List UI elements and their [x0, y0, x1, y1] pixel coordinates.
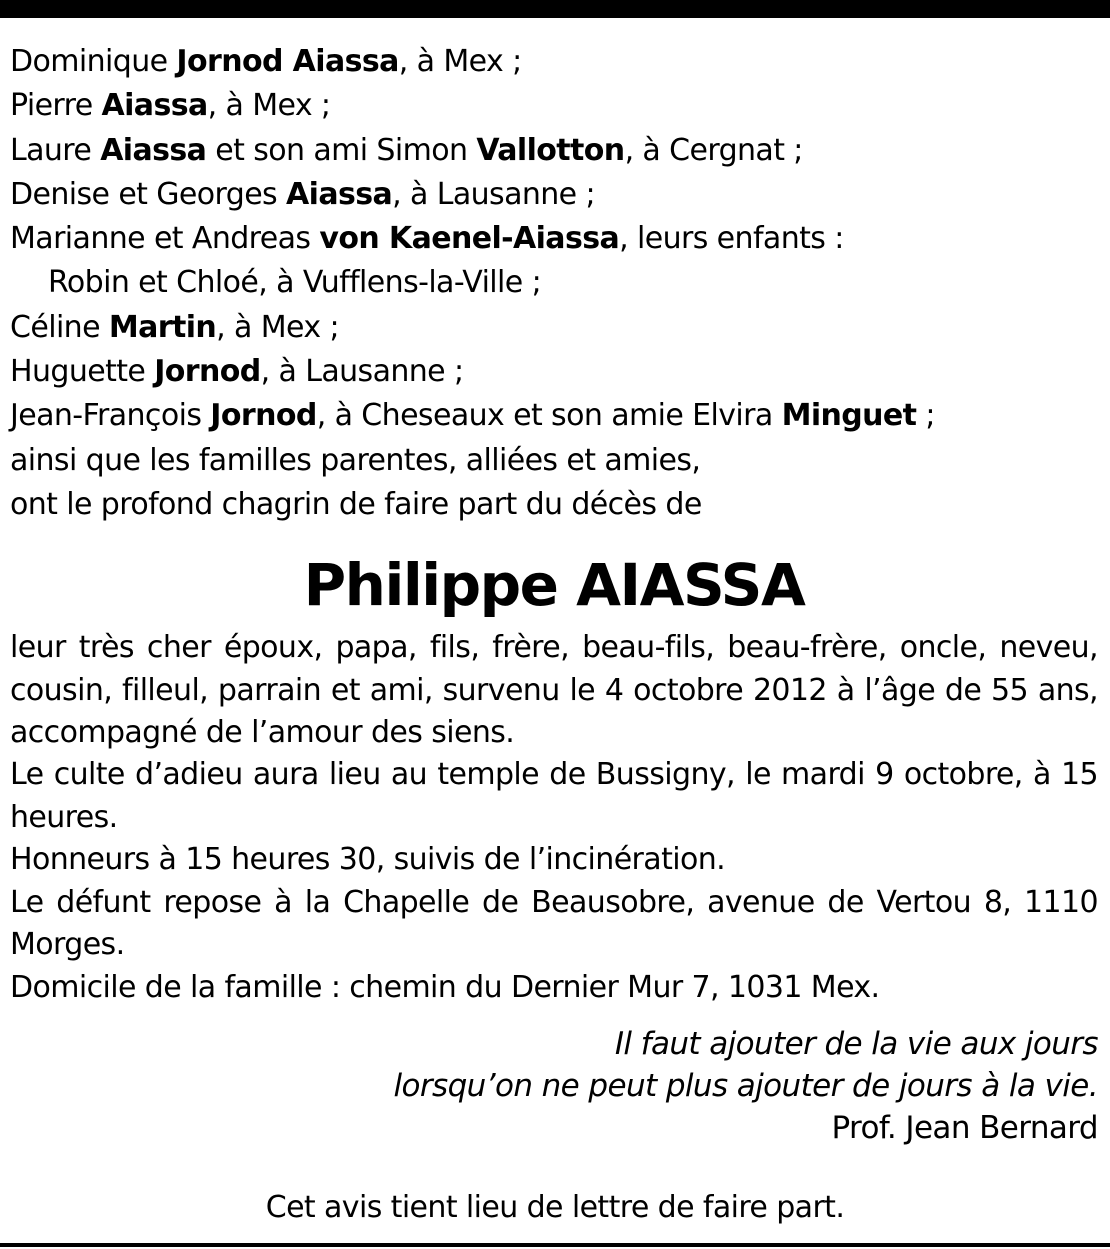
- family-surname: Aiassa: [101, 88, 208, 124]
- obituary-notice: [10, 40, 1098, 1149]
- epitaph-quote: [10, 1023, 1098, 1149]
- paragraph-repose: Le défunt repose à la Chapelle de Beausobre, avenue de Vertou 8, 1110 Morges.: [10, 884, 1098, 963]
- paragraph-description: leur très cher époux, papa, fils, frère, beau-fils, beau-frère, oncle, neveu, cousin, filleul, parrain et ami, survenu le 4 octobre 2012 à l’âge de 55 ans, accompagné de l’amour des siens.: [10, 630, 1098, 751]
- family-surname: Minguet: [781, 398, 917, 434]
- paragraph-service: Le culte d’adieu aura lieu au temple de Bussigny, le mardi 9 octobre, à 15 heures.: [10, 757, 1098, 835]
- family-surname: Aiassa: [286, 176, 393, 212]
- quote-line-2: lorsqu’on ne peut plus ajouter de jours à la vie.: [393, 1067, 1098, 1104]
- family-surname: Martin: [108, 309, 217, 345]
- paragraph-domicile: Domicile de la famille : chemin du Dernier Mur 7, 1031 Mex.: [10, 969, 880, 1005]
- family-surname: Jornod: [210, 398, 317, 434]
- family-line-huguette: Huguette Jornod, à Lausanne ;: [10, 354, 464, 390]
- family-line-celine: Céline Martin, à Mex ;: [10, 309, 339, 345]
- quote-author: Prof. Jean Bernard: [831, 1109, 1098, 1146]
- family-surname: Aiassa: [100, 132, 207, 168]
- family-surname: Jornod Aiassa: [176, 44, 399, 79]
- family-line-relatives: ainsi que les familles parentes, alliées et amies,: [10, 442, 701, 478]
- family-surname: von Kaenel-Aiassa: [319, 221, 620, 257]
- top-rule: [0, 0, 1110, 18]
- family-line-denise-georges: Denise et Georges Aiassa, à Lausanne ;: [10, 176, 595, 212]
- family-line-marianne-andreas: Marianne et Andreas von Kaenel-Aiassa, leurs enfants :: [10, 221, 844, 257]
- deceased-name: Philippe AIASSA: [303, 551, 805, 620]
- notice-body: [10, 627, 1098, 1009]
- family-line-pierre: Pierre Aiassa, à Mex ;: [10, 88, 331, 124]
- family-line-dominique: Dominique Jornod Aiassa, à Mex ;: [10, 44, 522, 79]
- quote-line-1: Il faut ajouter de la vie aux jours: [614, 1025, 1098, 1062]
- family-list: [10, 40, 1098, 527]
- announcement-line: ont le profond chagrin de faire part du décès de: [10, 486, 702, 522]
- bottom-rule: [0, 1243, 1110, 1247]
- family-surname: Vallotton: [476, 132, 625, 168]
- closing-note: Cet avis tient lieu de lettre de faire part.: [265, 1190, 845, 1225]
- family-line-jean-francois: Jean-François Jornod, à Cheseaux et son amie Elvira Minguet ;: [10, 398, 935, 434]
- paragraph-honours: Honneurs à 15 heures 30, suivis de l’incinération.: [10, 842, 726, 878]
- family-surname: Jornod: [154, 354, 261, 390]
- family-line-laure: Laure Aiassa et son ami Simon Vallotton, à Cergnat ;: [10, 132, 803, 168]
- family-line-children: Robin et Chloé, à Vufflens-la-Ville ;: [48, 265, 542, 301]
